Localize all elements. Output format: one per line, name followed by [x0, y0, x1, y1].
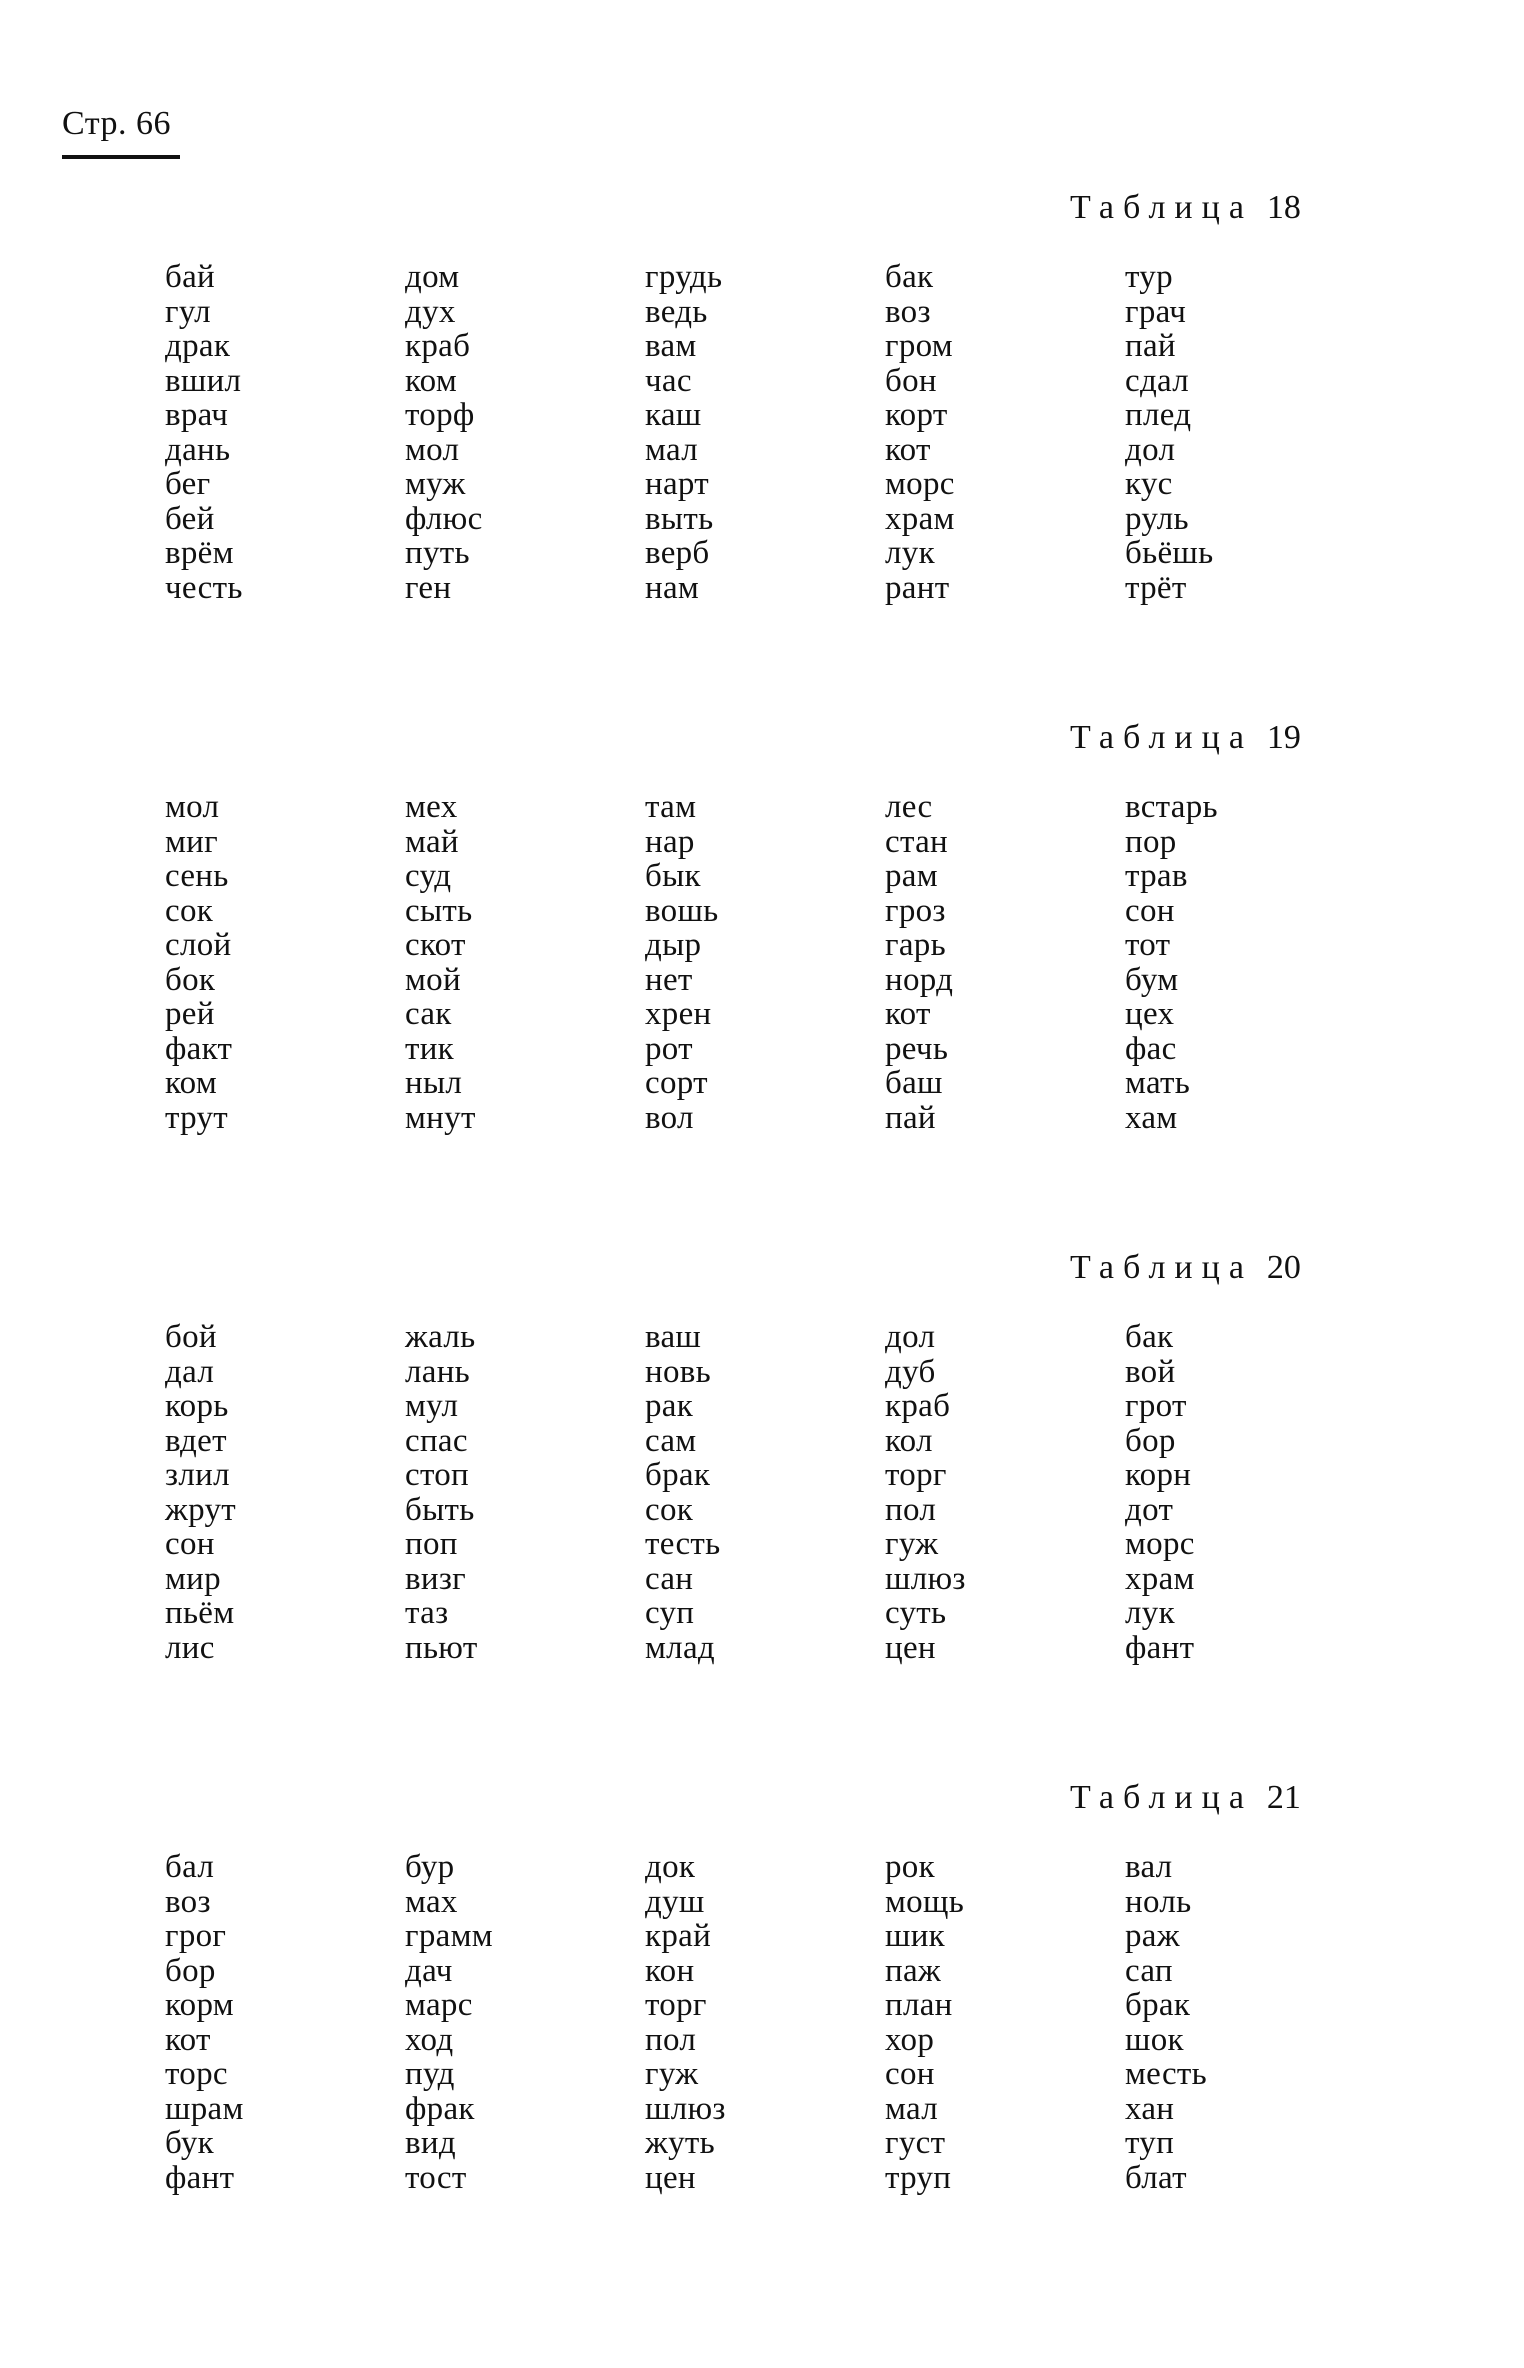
word-item: мать [1125, 1065, 1191, 1101]
word-item: баш [885, 1065, 943, 1101]
word-item: вал [1125, 1849, 1173, 1885]
word-item: гроз [885, 892, 946, 929]
word-item: трут [165, 1099, 229, 1136]
word-item: кот [885, 431, 931, 468]
word-column [885, 260, 1105, 605]
word-item: дуб [885, 1353, 936, 1390]
word-item: бор [165, 1952, 216, 1989]
word-columns [0, 1849, 1524, 2196]
word-item: дань [165, 431, 231, 468]
word-item: вошь [645, 892, 719, 929]
word-item: мех [405, 789, 458, 825]
table-title-word: Таблица [1070, 1249, 1253, 1286]
word-item: грудь [645, 259, 723, 295]
word-item: хам [1125, 1099, 1178, 1136]
word-item: шок [1125, 2021, 1184, 2058]
word-item: злил [165, 1457, 230, 1493]
table-title-word: Таблица [1070, 1779, 1253, 1816]
word-item: густ [885, 2125, 946, 2161]
word-item: дот [1125, 1491, 1174, 1528]
word-column [405, 1320, 625, 1665]
word-item: рам [885, 858, 938, 894]
word-item: млад [645, 1629, 715, 1666]
word-item: бык [645, 858, 701, 894]
word-item: муж [405, 466, 466, 502]
word-item: сыть [405, 892, 473, 929]
table-number: 20 [1266, 1249, 1301, 1286]
word-item: фас [1125, 1030, 1177, 1067]
word-column [405, 790, 625, 1135]
word-item: выть [645, 500, 714, 537]
word-item: корн [1125, 1457, 1192, 1493]
word-item: руль [1125, 500, 1189, 537]
word-item: труп [885, 2159, 952, 2196]
word-item: воз [165, 1883, 211, 1920]
word-item: вам [645, 328, 697, 364]
word-item: стоп [405, 1457, 469, 1493]
word-item: плед [1125, 397, 1192, 433]
word-item: путь [405, 535, 470, 571]
table-title-word: Таблица [1070, 719, 1253, 756]
page-header: Стр. 66 [62, 105, 172, 142]
word-item: рок [885, 1849, 935, 1885]
word-item: лес [885, 789, 933, 825]
word-item: ведь [645, 293, 708, 330]
word-item: лук [885, 535, 935, 571]
word-item: мул [405, 1388, 459, 1424]
word-item: суд [405, 858, 452, 894]
word-item: блат [1125, 2159, 1187, 2196]
word-item: жаль [405, 1319, 476, 1355]
word-item: бей [165, 500, 215, 537]
word-item: пол [645, 2021, 697, 2058]
table-title [1070, 1248, 1301, 1288]
word-item: месть [1125, 2056, 1207, 2092]
word-item: вшил [165, 362, 242, 399]
word-item: храм [885, 500, 955, 537]
word-item: кус [1125, 466, 1173, 502]
word-item: фант [1125, 1629, 1195, 1666]
word-item: край [645, 1918, 712, 1954]
word-item: новь [645, 1353, 711, 1390]
word-item: мол [405, 431, 460, 468]
word-column [165, 260, 385, 605]
word-item: пай [1125, 328, 1176, 364]
word-item: гуж [645, 2056, 699, 2092]
word-item: миг [165, 823, 218, 860]
word-item: сон [885, 2056, 935, 2092]
word-item: тот [1125, 927, 1171, 963]
word-item: драк [165, 328, 231, 364]
word-item: ноль [1125, 1883, 1192, 1920]
word-item: душ [645, 1883, 705, 1920]
word-item: тост [405, 2159, 467, 2196]
word-item: сок [165, 892, 214, 929]
word-item: вой [1125, 1353, 1176, 1390]
word-item: нар [645, 823, 695, 860]
word-item: цен [885, 1629, 936, 1666]
word-item: дом [405, 259, 460, 295]
word-item: храм [1125, 1560, 1195, 1597]
word-item: рот [645, 1030, 693, 1067]
word-column [405, 1850, 625, 2195]
word-columns [0, 259, 1524, 606]
word-column [1125, 1850, 1345, 2195]
word-item: пор [1125, 823, 1177, 860]
word-column [165, 1850, 385, 2195]
word-column [645, 1850, 865, 2195]
word-item: сак [405, 996, 452, 1032]
word-item: хрен [645, 996, 712, 1032]
word-item: сок [645, 1491, 694, 1528]
word-item: пай [885, 1099, 936, 1136]
word-item: дал [165, 1353, 215, 1390]
word-item: бак [1125, 1319, 1174, 1355]
word-item: сап [1125, 1952, 1173, 1989]
word-item: верб [645, 535, 710, 571]
word-item: май [405, 823, 459, 860]
word-item: ком [405, 362, 458, 399]
word-item: трав [1125, 858, 1188, 894]
word-item: суть [885, 1595, 947, 1631]
word-item: марс [405, 1987, 473, 2023]
word-column [885, 790, 1105, 1135]
word-item: торс [165, 2056, 228, 2092]
word-item: бой [165, 1319, 217, 1355]
word-item: визг [405, 1560, 467, 1597]
word-item: вдет [165, 1422, 227, 1459]
word-item: бор [1125, 1422, 1176, 1459]
word-item: норд [885, 961, 954, 998]
word-item: спас [405, 1422, 468, 1459]
word-item: грамм [405, 1918, 493, 1954]
word-item: фрак [405, 2090, 475, 2127]
word-item: честь [165, 569, 243, 606]
word-item: мал [645, 431, 698, 468]
word-item: сан [645, 1560, 694, 1597]
word-item: каш [645, 397, 702, 433]
word-item: кот [165, 2021, 211, 2058]
word-item: нарт [645, 466, 709, 502]
word-item: мах [405, 1883, 458, 1920]
word-item: ваш [645, 1319, 702, 1355]
word-item: мол [165, 789, 220, 825]
word-item: ход [405, 2021, 454, 2058]
word-item: торг [885, 1457, 947, 1493]
table-title-word: Таблица [1070, 189, 1253, 226]
word-item: бег [165, 466, 211, 502]
word-item: ныл [405, 1065, 463, 1101]
word-column [885, 1850, 1105, 2195]
word-column [165, 790, 385, 1135]
word-item: жуть [645, 2125, 715, 2161]
word-item: план [885, 1987, 953, 2023]
word-item: пуд [405, 2056, 455, 2092]
word-item: гром [885, 328, 953, 364]
word-item: встарь [1125, 789, 1218, 825]
word-item: брак [1125, 1987, 1191, 2023]
word-item: дол [1125, 431, 1176, 468]
word-item: док [645, 1849, 696, 1885]
word-column [165, 1320, 385, 1665]
word-item: там [645, 789, 697, 825]
word-item: таз [405, 1595, 449, 1631]
word-column [1125, 260, 1345, 605]
word-item: скот [405, 927, 466, 963]
word-item: фант [165, 2159, 235, 2196]
word-item: вол [645, 1099, 694, 1136]
word-item: вид [405, 2125, 456, 2161]
word-item: гуж [885, 1526, 939, 1562]
word-item: краб [885, 1388, 951, 1424]
word-item: суп [645, 1595, 695, 1631]
word-columns [0, 789, 1524, 1136]
word-item: туп [1125, 2125, 1175, 2161]
word-item: поп [405, 1526, 458, 1562]
word-item: дыр [645, 927, 702, 963]
word-item: кол [885, 1422, 933, 1459]
word-item: грач [1125, 293, 1187, 330]
word-column [1125, 1320, 1345, 1665]
word-item: бон [885, 362, 937, 399]
word-item: шлюз [885, 1560, 966, 1597]
word-item: бок [165, 961, 216, 998]
word-column [645, 790, 865, 1135]
word-item: тур [1125, 259, 1173, 295]
word-item: сень [165, 858, 229, 894]
word-item: пол [885, 1491, 937, 1528]
word-item: дух [405, 293, 456, 330]
word-item: бак [885, 259, 934, 295]
word-item: паж [885, 1952, 942, 1989]
word-item: лис [165, 1629, 215, 1666]
word-item: бук [165, 2125, 214, 2161]
word-item: дач [405, 1952, 453, 1989]
word-item: лук [1125, 1595, 1175, 1631]
word-item: воз [885, 293, 931, 330]
word-item: морс [1125, 1526, 1195, 1562]
word-item: мир [165, 1560, 221, 1597]
word-item: шик [885, 1918, 946, 1954]
word-item: корм [165, 1987, 234, 2023]
word-item: трёт [1125, 569, 1187, 606]
word-item: гарь [885, 927, 946, 963]
word-item: лань [405, 1353, 471, 1390]
word-item: сдал [1125, 362, 1190, 399]
word-item: речь [885, 1030, 949, 1067]
word-item: цен [645, 2159, 696, 2196]
word-item: бум [1125, 961, 1179, 998]
word-item: факт [165, 1030, 233, 1067]
word-item: стан [885, 823, 948, 860]
word-item: грог [165, 1918, 227, 1954]
word-column [1125, 790, 1345, 1135]
table-title [1070, 718, 1301, 758]
word-column [885, 1320, 1105, 1665]
word-item: час [645, 362, 692, 399]
word-item: корь [165, 1388, 229, 1424]
word-column [645, 260, 865, 605]
word-item: морс [885, 466, 955, 502]
word-item: сон [1125, 892, 1175, 929]
word-item: мой [405, 961, 461, 998]
page-header-rule [62, 155, 180, 159]
word-item: ген [405, 569, 452, 606]
word-item: мнут [405, 1099, 476, 1136]
word-item: рей [165, 996, 215, 1032]
word-item: сон [165, 1526, 215, 1562]
table-number: 18 [1266, 189, 1301, 226]
word-item: грот [1125, 1388, 1187, 1424]
word-item: тесть [645, 1526, 721, 1562]
word-item: торг [645, 1987, 707, 2023]
word-item: кон [645, 1952, 695, 1989]
word-item: шрам [165, 2090, 244, 2127]
table-title [1070, 1778, 1301, 1818]
word-item: дол [885, 1319, 936, 1355]
table-title [1070, 188, 1301, 228]
word-item: брак [645, 1457, 711, 1493]
word-item: бал [165, 1849, 215, 1885]
table-number: 19 [1266, 719, 1301, 756]
word-item: хор [885, 2021, 935, 2058]
word-item: пьют [405, 1629, 478, 1666]
word-item: нет [645, 961, 693, 998]
word-item: врём [165, 535, 234, 571]
word-item: торф [405, 397, 475, 433]
word-item: кот [885, 996, 931, 1032]
word-item: корт [885, 397, 948, 433]
word-item: краб [405, 328, 471, 364]
word-item: цех [1125, 996, 1175, 1032]
word-item: мал [885, 2090, 938, 2127]
word-item: быть [405, 1491, 475, 1528]
word-item: сорт [645, 1065, 708, 1101]
word-item: пьём [165, 1595, 235, 1631]
word-item: гул [165, 293, 211, 330]
word-item: рант [885, 569, 950, 606]
word-item: жрут [165, 1491, 236, 1528]
word-item: слой [165, 927, 232, 963]
word-item: шлюз [645, 2090, 726, 2127]
word-item: рак [645, 1388, 694, 1424]
word-item: тик [405, 1030, 455, 1067]
table-number: 21 [1266, 1779, 1301, 1816]
word-columns [0, 1319, 1524, 1666]
word-item: бьёшь [1125, 535, 1214, 571]
word-item: мощь [885, 1883, 965, 1920]
word-item: бай [165, 259, 215, 295]
word-item: сам [645, 1422, 697, 1459]
word-column [405, 260, 625, 605]
word-item: хан [1125, 2090, 1175, 2127]
word-item: раж [1125, 1918, 1180, 1954]
word-item: нам [645, 569, 700, 606]
word-column [645, 1320, 865, 1665]
word-item: бур [405, 1849, 455, 1885]
word-item: ком [165, 1065, 218, 1101]
word-item: врач [165, 397, 229, 433]
word-item: флюс [405, 500, 483, 537]
